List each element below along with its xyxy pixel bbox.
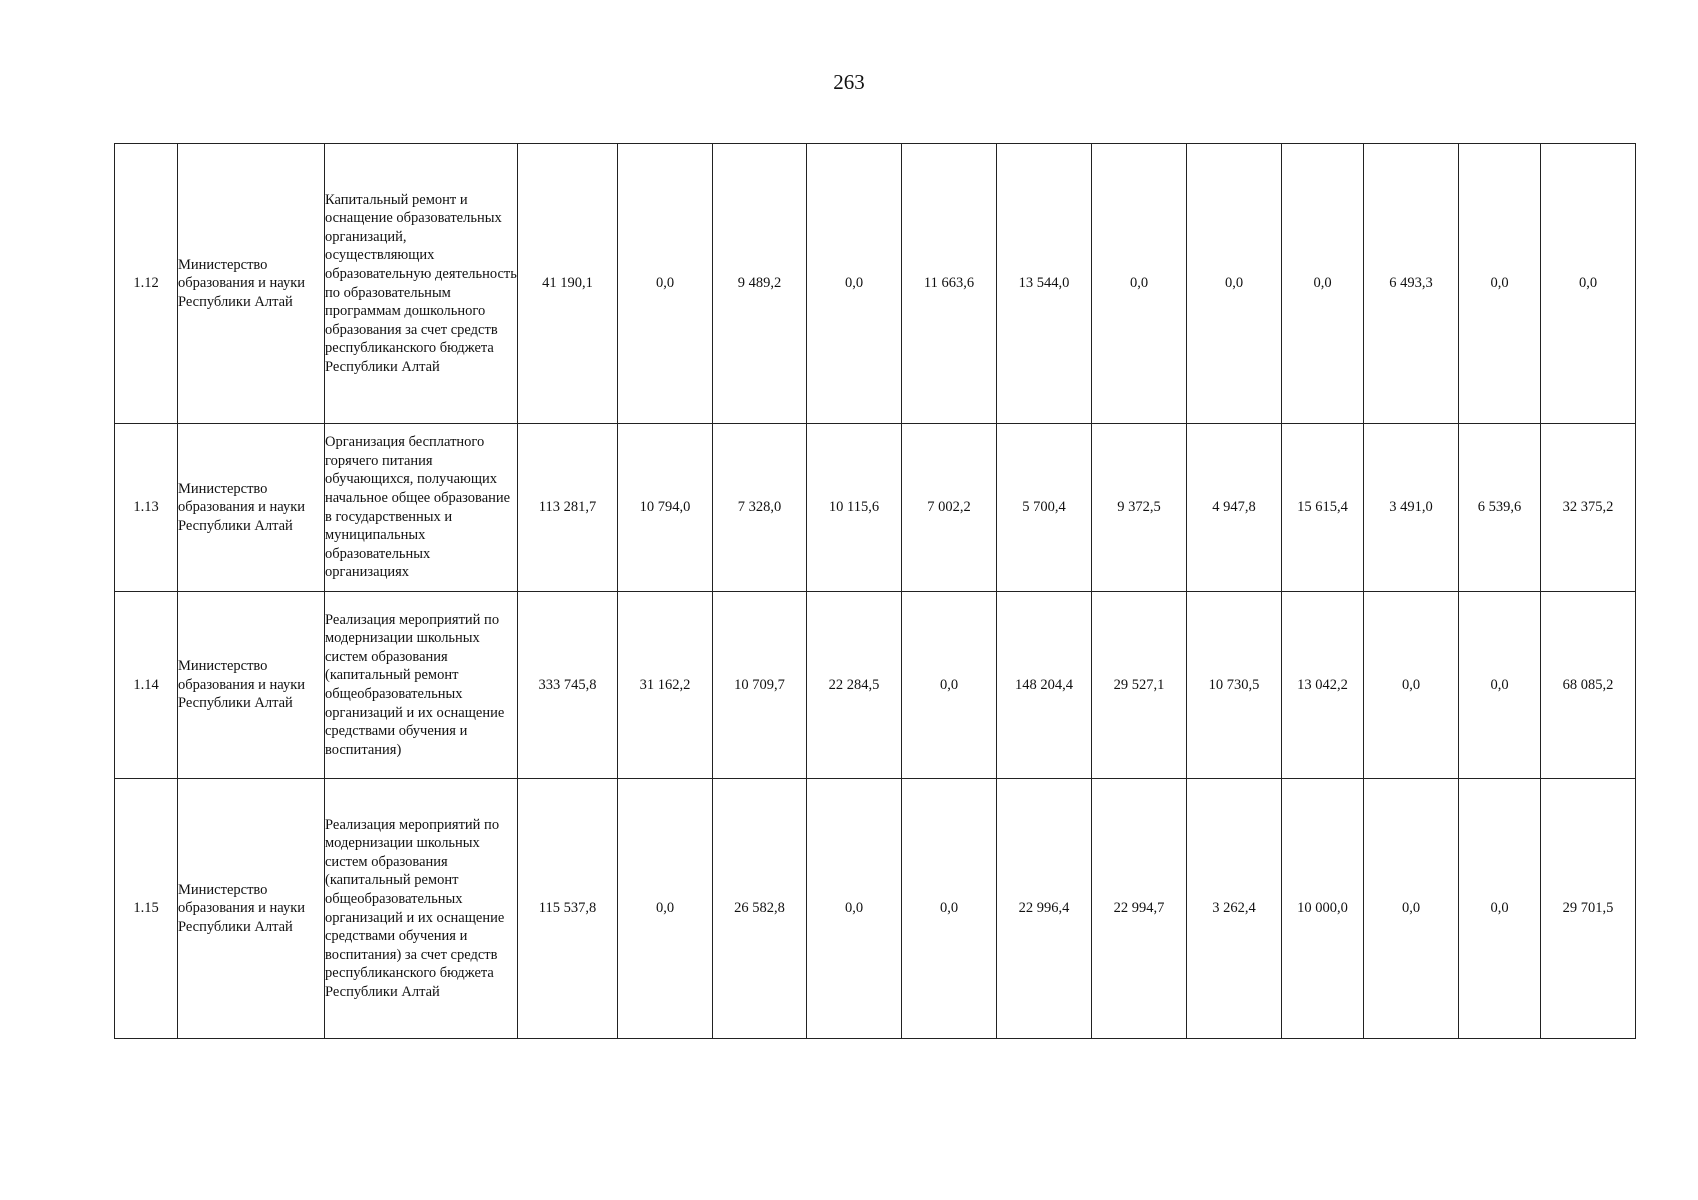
value-cell: 113 281,7 xyxy=(518,424,618,592)
value-cell: 10 730,5 xyxy=(1187,592,1282,779)
value-cell: 32 375,2 xyxy=(1541,424,1636,592)
value-cell: 10 000,0 xyxy=(1282,779,1364,1039)
value-cell: 0,0 xyxy=(618,779,713,1039)
value-cell: 13 544,0 xyxy=(997,144,1092,424)
value-cell: 9 372,5 xyxy=(1092,424,1187,592)
organization-cell: Министерство образования и науки Республики Алтай xyxy=(178,779,325,1039)
value-cell: 31 162,2 xyxy=(618,592,713,779)
value-cell: 0,0 xyxy=(1541,144,1636,424)
value-cell: 0,0 xyxy=(1459,592,1541,779)
value-cell: 13 042,2 xyxy=(1282,592,1364,779)
value-cell: 9 489,2 xyxy=(713,144,807,424)
organization-cell: Министерство образования и науки Республики Алтай xyxy=(178,424,325,592)
value-cell: 29 527,1 xyxy=(1092,592,1187,779)
value-cell: 115 537,8 xyxy=(518,779,618,1039)
value-cell: 0,0 xyxy=(1187,144,1282,424)
value-cell: 22 994,7 xyxy=(1092,779,1187,1039)
table-row xyxy=(115,779,1636,1039)
organization-cell: Министерство образования и науки Республики Алтай xyxy=(178,144,325,424)
value-cell: 10 115,6 xyxy=(807,424,902,592)
description-cell: Реализация мероприятий по модернизации школьных систем образования (капитальный ремонт общеобразовательных организаций и их оснащение средствами обучения и воспитания) xyxy=(325,592,518,779)
value-cell: 0,0 xyxy=(902,592,997,779)
value-cell: 6 539,6 xyxy=(1459,424,1541,592)
value-cell: 22 284,5 xyxy=(807,592,902,779)
value-cell: 3 262,4 xyxy=(1187,779,1282,1039)
value-cell: 0,0 xyxy=(1282,144,1364,424)
value-cell: 7 002,2 xyxy=(902,424,997,592)
value-cell: 3 491,0 xyxy=(1364,424,1459,592)
description-cell: Капитальный ремонт и оснащение образовательных организаций, осуществляющих образовательную деятельность по образовательным программам дошкольного образования за счет средств республиканского бюджета Республики Алтай xyxy=(325,144,518,424)
value-cell: 0,0 xyxy=(807,144,902,424)
budget-table xyxy=(114,143,1636,1039)
table-row xyxy=(115,424,1636,592)
table-row xyxy=(115,144,1636,424)
value-cell: 10 709,7 xyxy=(713,592,807,779)
organization-cell: Министерство образования и науки Республики Алтай xyxy=(178,592,325,779)
value-cell: 10 794,0 xyxy=(618,424,713,592)
page-number: 263 xyxy=(833,70,865,94)
row-number: 1.13 xyxy=(115,424,178,592)
description-cell: Реализация мероприятий по модернизации школьных систем образования (капитальный ремонт общеобразовательных организаций и их оснащение средствами обучения и воспитания) за счет средств республиканского бюджета Республики Алтай xyxy=(325,779,518,1039)
value-cell: 0,0 xyxy=(618,144,713,424)
value-cell: 0,0 xyxy=(1364,592,1459,779)
row-number: 1.14 xyxy=(115,592,178,779)
value-cell: 15 615,4 xyxy=(1282,424,1364,592)
row-number: 1.15 xyxy=(115,779,178,1039)
value-cell: 6 493,3 xyxy=(1364,144,1459,424)
value-cell: 7 328,0 xyxy=(713,424,807,592)
table-body xyxy=(115,144,1636,1039)
value-cell: 148 204,4 xyxy=(997,592,1092,779)
value-cell: 0,0 xyxy=(1092,144,1187,424)
value-cell: 0,0 xyxy=(1364,779,1459,1039)
value-cell: 26 582,8 xyxy=(713,779,807,1039)
value-cell: 5 700,4 xyxy=(997,424,1092,592)
value-cell: 22 996,4 xyxy=(997,779,1092,1039)
value-cell: 68 085,2 xyxy=(1541,592,1636,779)
value-cell: 41 190,1 xyxy=(518,144,618,424)
value-cell: 29 701,5 xyxy=(1541,779,1636,1039)
value-cell: 333 745,8 xyxy=(518,592,618,779)
value-cell: 11 663,6 xyxy=(902,144,997,424)
value-cell: 0,0 xyxy=(1459,144,1541,424)
description-cell: Организация бесплатного горячего питания обучающихся, получающих начальное общее образование в государственных и муниципальных образовательных организациях xyxy=(325,424,518,592)
value-cell: 0,0 xyxy=(807,779,902,1039)
value-cell: 0,0 xyxy=(902,779,997,1039)
value-cell: 4 947,8 xyxy=(1187,424,1282,592)
table-row xyxy=(115,592,1636,779)
row-number: 1.12 xyxy=(115,144,178,424)
value-cell: 0,0 xyxy=(1459,779,1541,1039)
